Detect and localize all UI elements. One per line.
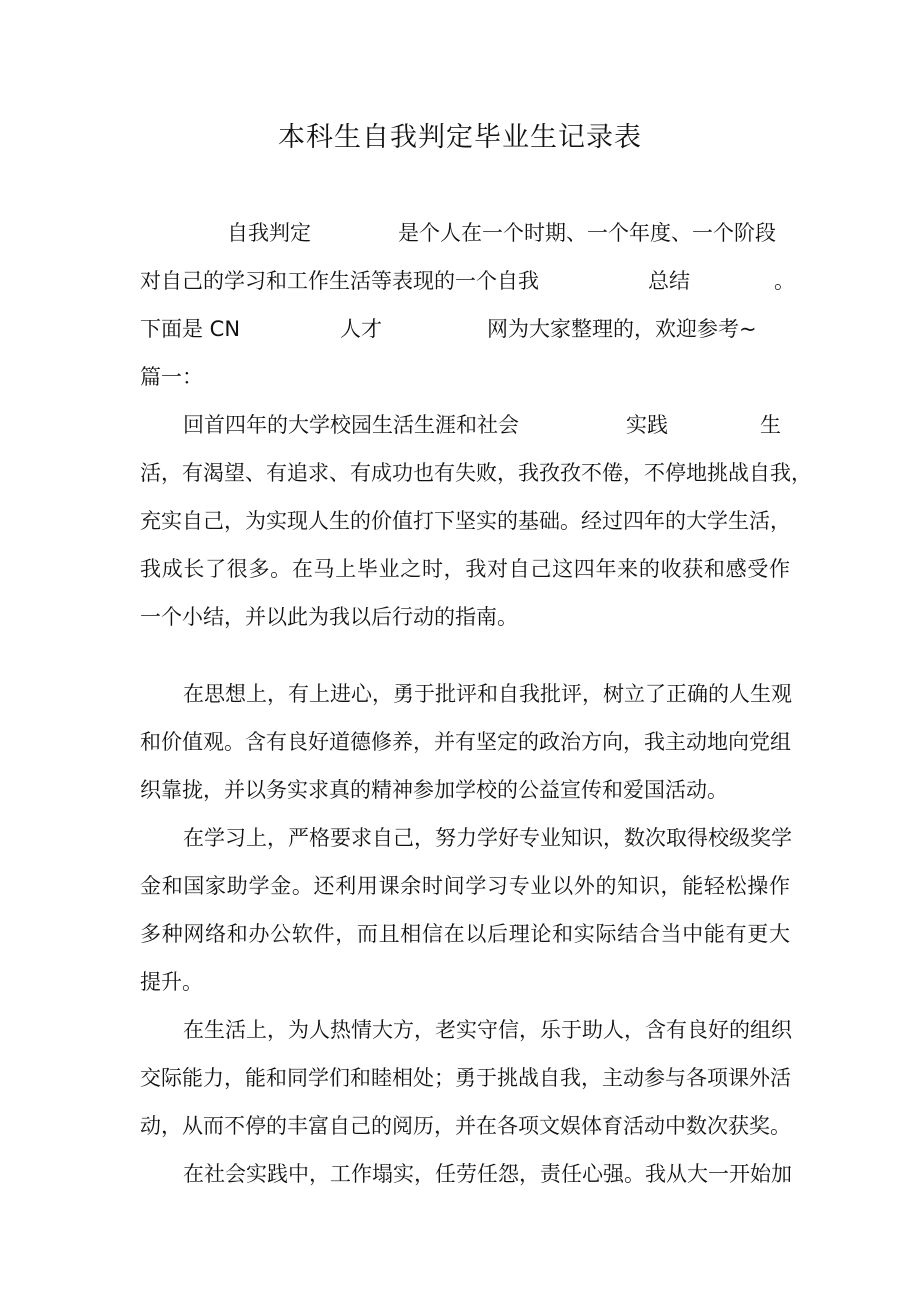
paragraph-3-line-3: 多种网络和办公软件，而且相信在以后理论和实际结合当中能有更大 bbox=[140, 922, 790, 946]
paragraph-1-line-1-start: 回首四年的大学校园生活生涯和社会 bbox=[183, 413, 519, 437]
intro-line-4: 篇一： bbox=[140, 365, 203, 389]
intro-term-talent: 人才 bbox=[340, 317, 382, 341]
paragraph-3-line-4: 提升。 bbox=[140, 970, 203, 994]
intro-term-self-evaluation: 自我判定 bbox=[227, 221, 311, 245]
intro-line-2-start: 对自己的学习和工作生活等表现的一个自我 bbox=[140, 269, 539, 293]
intro-line-2 bbox=[140, 266, 795, 296]
paragraph-2-line-1: 在思想上，有上进心，勇于批评和自我批评，树立了正确的人生观 bbox=[183, 682, 792, 706]
intro-line-1-rest: 是个人在一个时期、一个年度、一个阶段 bbox=[398, 221, 776, 245]
intro-term-summary: 总结 bbox=[648, 269, 690, 293]
paragraph-2-line-3: 织靠拢，并以务实求真的精神参加学校的公益宣传和爱国活动。 bbox=[140, 778, 728, 802]
intro-line-1 bbox=[140, 218, 790, 248]
paragraph-3-line-2: 金和国家助学金。还利用课余时间学习专业以外的知识，能轻松操作 bbox=[140, 874, 790, 898]
paragraph-2-line-2: 和价值观。含有良好道德修养，并有坚定的政治方向，我主动地向党组 bbox=[140, 730, 791, 754]
intro-line-3 bbox=[140, 314, 790, 344]
intro-line-2-end: 。 bbox=[774, 269, 795, 293]
document-title: 本科生自我判定毕业生记录表 bbox=[278, 122, 642, 153]
paragraph-1-line-3: 充实自己，为实现人生的价值打下坚实的基础。经过四年的大学生活， bbox=[140, 509, 791, 533]
paragraph-4-line-2: 交际能力，能和同学们和睦相处；勇于挑战自我，主动参与各项课外活 bbox=[140, 1066, 791, 1090]
paragraph-4-line-3: 动，从而不停的丰富自己的阅历，并在各项文娱体育活动中数次获奖。 bbox=[140, 1114, 791, 1138]
intro-line-3-start: 下面是 CN bbox=[140, 317, 241, 341]
paragraph-1-term-practice: 实践 bbox=[626, 413, 668, 437]
paragraph-5-line-1: 在社会实践中，工作塌实，任劳任怨，责任心强。我从大一开始加 bbox=[183, 1162, 792, 1186]
paragraph-3-line-1: 在学习上，严格要求自己，努力学好专业知识，数次取得校级奖学 bbox=[183, 826, 792, 850]
paragraph-1-line-4: 我成长了很多。在马上毕业之时，我对自己这四年来的收获和感受作 bbox=[140, 557, 790, 581]
intro-line-3-rest: 网为大家整理的，欢迎参考~ bbox=[487, 317, 757, 341]
paragraph-1-line-1 bbox=[140, 410, 790, 440]
paragraph-1-line-2: 活，有渴望、有追求、有成功也有失败，我孜孜不倦，不停地挑战自我， bbox=[140, 461, 812, 485]
paragraph-1-line-1-end: 生 bbox=[760, 413, 781, 437]
paragraph-1-line-5: 一个小结，并以此为我以后行动的指南。 bbox=[140, 605, 518, 629]
paragraph-4-line-1: 在生活上，为人热情大方，老实守信，乐于助人，含有良好的组织 bbox=[183, 1018, 792, 1042]
